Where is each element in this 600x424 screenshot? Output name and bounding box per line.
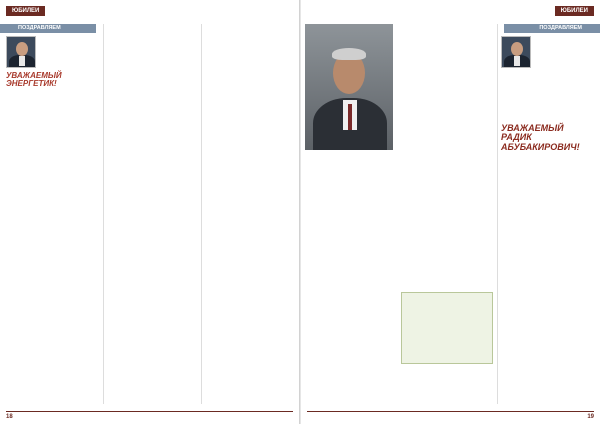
column-divider [103, 24, 104, 404]
footer-rule [6, 411, 293, 412]
footer-rule [307, 411, 594, 412]
right-page [301, 0, 600, 424]
portrait-photo-small [501, 36, 531, 68]
portrait-photo [6, 36, 36, 68]
column-divider [497, 24, 498, 404]
column-divider [201, 24, 202, 404]
page-number: 18 [6, 414, 13, 420]
section-rubric: ЮБИЛЕИ [6, 6, 45, 16]
director-photo [305, 24, 393, 150]
left-page [0, 0, 299, 424]
section-rubric: ЮБИЛЕИ [555, 6, 594, 16]
page-headline: УВАЖАЕМЫЙ ЭНЕРГЕТИК! [6, 71, 62, 89]
page-headline: УВАЖАЕМЫЙ РАДИК АБУБАКИРОВИЧ! [501, 123, 580, 152]
highlight-box [401, 292, 493, 364]
page-number: 19 [587, 414, 594, 420]
congrats-bar: ПОЗДРАВЛЯЕМ [0, 24, 96, 33]
congrats-bar: ПОЗДРАВЛЯЕМ [504, 24, 600, 33]
